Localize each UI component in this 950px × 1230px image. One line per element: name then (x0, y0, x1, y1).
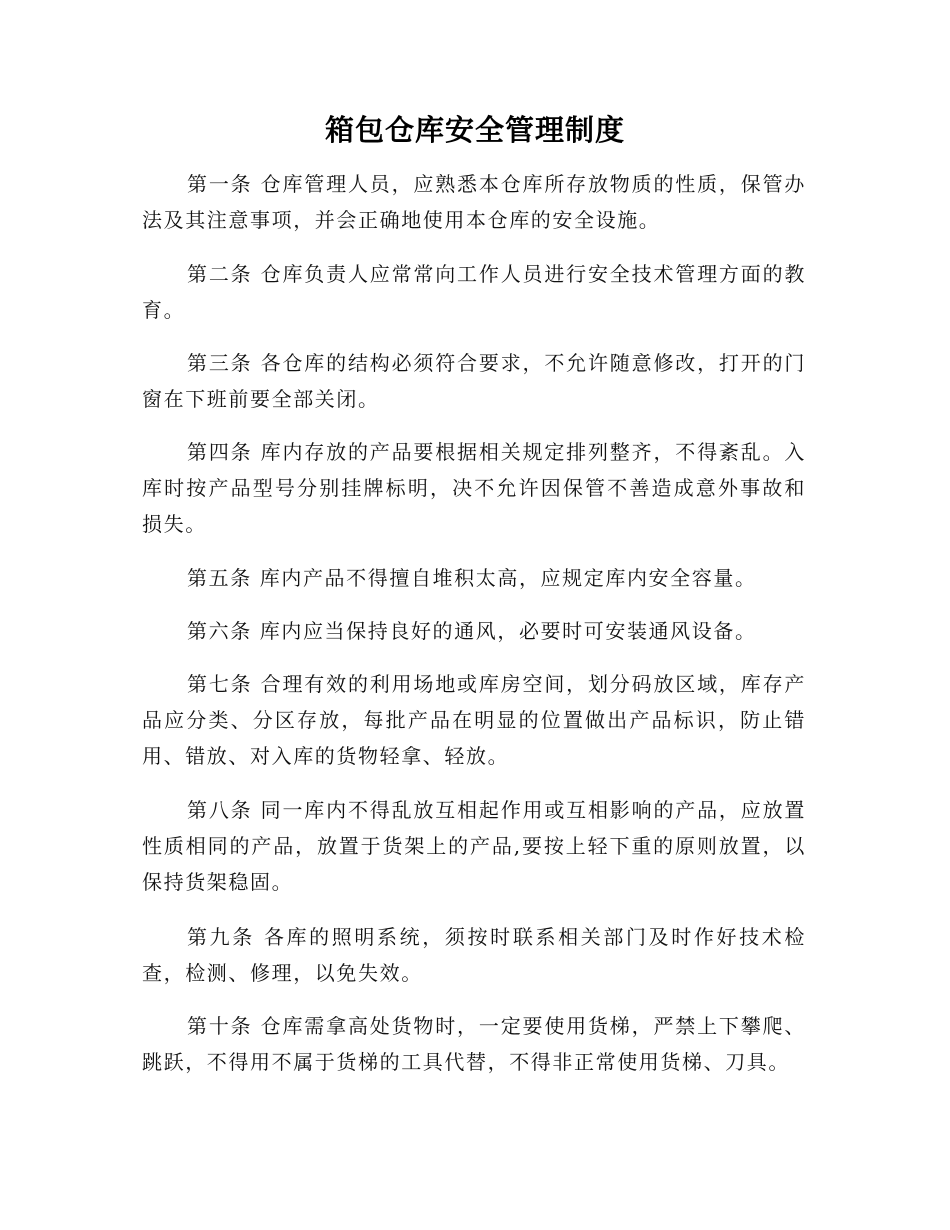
article-9: 第九条 各库的照明系统，须按时联系相关部门及时作好技术检查，检测、修理，以免失效。 (142, 925, 806, 985)
document-title: 箱包仓库安全管理制度 (324, 113, 625, 147)
article-2: 第二条 仓库负责人应常常向工作人员进行安全技术管理方面的教育。 (142, 262, 806, 322)
article-10: 第十条 仓库需拿高处货物时，一定要使用货梯，严禁上下攀爬、跳跃，不得用不属于货梯的工具代替，不得非正常使用货梯、刀具。 (142, 1014, 806, 1074)
article-3: 第三条 各仓库的结构必须符合要求，不允许随意修改，打开的门窗在下班前要全部关闭。 (142, 351, 806, 411)
article-5: 第五条 库内产品不得擅自堆积太高，应规定库内安全容量。 (187, 566, 757, 590)
article-7: 第七条 合理有效的利用场地或库房空间，划分码放区域，库存产品应分类、分区存放，每批产品在明显的位置做出产品标识，防止错用、错放、对入库的货物轻拿、轻放。 (142, 672, 806, 768)
article-8: 第八条 同一库内不得乱放互相起作用或互相影响的产品，应放置性质相同的产品，放置于货架上的产品,要按上轻下重的原则放置，以保持货架稳固。 (142, 798, 806, 894)
article-1: 第一条 仓库管理人员，应熟悉本仓库所存放物质的性质，保管办法及其注意事项，并会正确地使用本仓库的安全设施。 (142, 172, 806, 232)
article-6: 第六条 库内应当保持良好的通风，必要时可安装通风设备。 (187, 619, 757, 643)
article-4: 第四条 库内存放的产品要根据相关规定排列整齐，不得紊乱。入库时按产品型号分别挂牌标明，决不允许因保管不善造成意外事故和损失。 (142, 440, 806, 536)
